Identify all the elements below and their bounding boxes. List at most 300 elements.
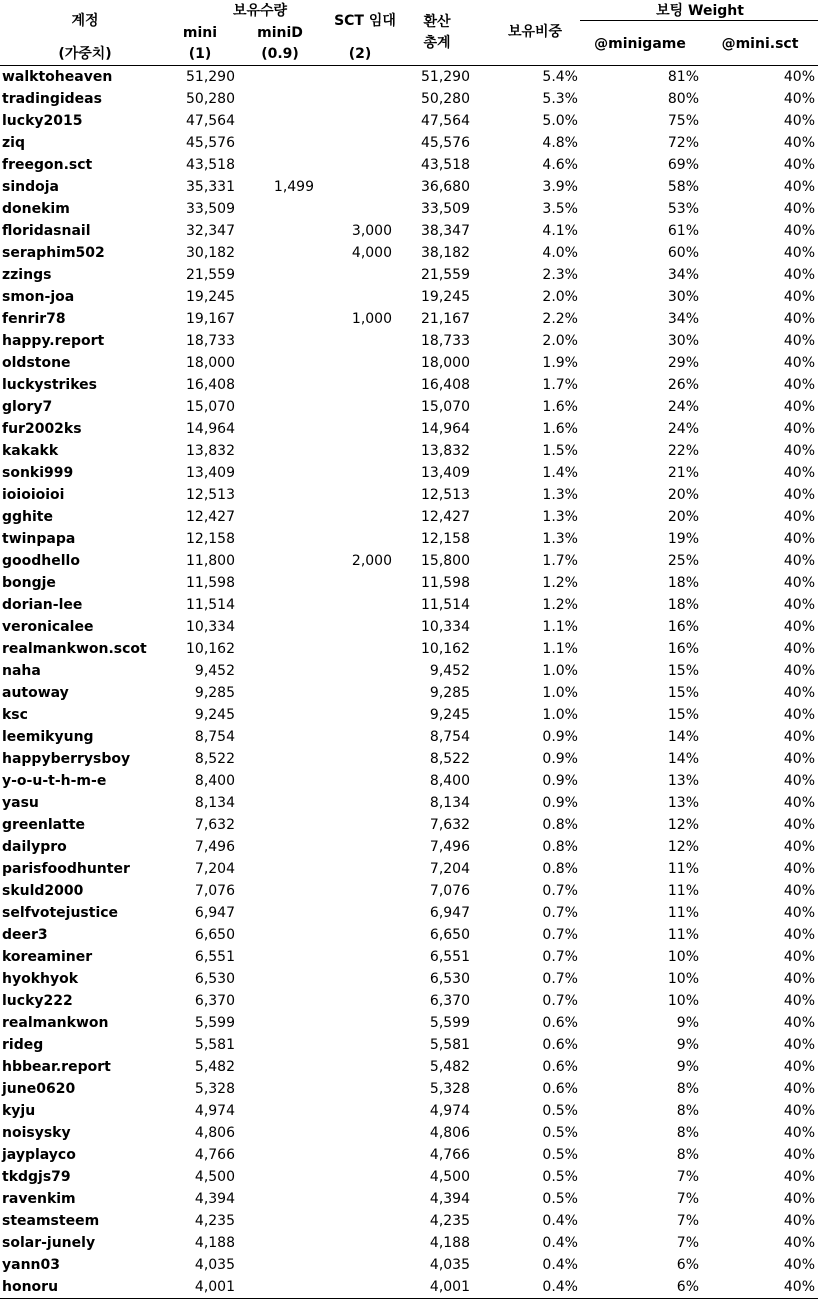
cell-minid [238,726,317,748]
cell-minid [238,1232,317,1254]
cell-account: ziq [2,135,25,151]
cell-sct [317,924,395,946]
cell-minigame: 81% [667,69,699,85]
table-row [0,1100,818,1122]
cell-minigame: 9% [676,1015,699,1031]
cell-sct [317,594,395,616]
cell-converted: 8,400 [429,773,470,789]
cell-account: realmankwon [2,1015,109,1031]
cell-mini: 14,964 [186,421,235,437]
cell-account: tkdgjs79 [2,1169,71,1185]
cell-minigame: 9% [676,1059,699,1075]
cell-minigame: 13% [667,795,699,811]
cell-account: lucky2015 [2,113,83,129]
cell-minigame: 8% [676,1081,699,1097]
table-row [0,198,818,220]
header-sct-rental: SCT 임대 [334,13,396,29]
cell-minid [238,484,317,506]
cell-minigame: 29% [667,355,699,371]
cell-minigame: 6% [581,1276,702,1299]
holdings-table [0,66,818,1299]
cell-converted: 11,598 [421,575,470,591]
cell-share: 0.4% [542,1257,578,1273]
table-row [0,704,818,726]
table-row [0,1056,818,1078]
cell-share: 5.0% [542,113,578,129]
cell-minid [238,110,317,132]
table-row [0,264,818,286]
cell-converted: 19,245 [421,289,470,305]
cell-converted: 5,328 [429,1081,470,1097]
cell-minisct: 40% [783,993,815,1009]
cell-minid [238,88,317,110]
cell-mini: 7,496 [194,839,235,855]
cell-mini: 11,800 [186,553,235,569]
cell-minid [238,814,317,836]
cell-minigame: 7% [676,1169,699,1185]
cell-minid [238,1034,317,1056]
cell-account: floridasnail [2,223,91,239]
cell-mini: 4,035 [194,1257,235,1273]
cell-converted: 45,576 [421,135,470,151]
cell-converted: 38,347 [421,223,470,239]
cell-minisct: 40% [783,465,815,481]
cell-mini: 4,500 [194,1169,235,1185]
cell-minigame: 24% [667,421,699,437]
cell-account: selfvotejustice [2,905,119,921]
cell-account: bongje [2,575,56,591]
cell-minid [238,396,317,418]
table-row [0,330,818,352]
cell-converted: 36,680 [421,179,470,195]
table-row [0,748,818,770]
cell-share: 0.4% [542,1235,578,1251]
cell-minid [238,638,317,660]
cell-converted: 51,290 [421,69,470,85]
cell-mini: 12,513 [186,487,235,503]
cell-converted: 10,162 [421,641,470,657]
cell-minisct: 40% [783,531,815,547]
cell-account: fur2002ks [2,421,82,437]
cell-share: 3.9% [542,179,578,195]
table-row [0,220,818,242]
cell-mini: 6,947 [194,905,235,921]
cell-sct [317,1122,395,1144]
cell-minigame: 11% [667,905,699,921]
cell-minid [238,968,317,990]
cell-sct [317,1254,395,1276]
cell-share: 2.0% [542,333,578,349]
cell-minisct: 40% [783,311,815,327]
cell-mini: 4,766 [194,1147,235,1163]
cell-mini: 35,331 [186,179,235,195]
cell-minid [238,1210,317,1232]
cell-sct [317,462,395,484]
cell-minisct: 40% [783,707,815,723]
cell-minisct: 40% [783,1059,815,1075]
cell-minisct: 40% [783,1125,815,1141]
cell-sct [317,506,395,528]
cell-sct [317,638,395,660]
cell-minigame: 58% [667,179,699,195]
table-row [0,726,818,748]
cell-minisct: 40% [783,443,815,459]
cell-converted: 18,000 [421,355,470,371]
cell-minisct: 40% [783,1169,815,1185]
cell-mini: 47,564 [186,113,235,129]
table-body [0,66,818,1299]
cell-converted: 4,394 [429,1191,470,1207]
cell-account: glory7 [2,399,53,415]
cell-minigame: 11% [667,927,699,943]
cell-share: 0.8% [542,817,578,833]
cell-sct [317,814,395,836]
cell-minid [238,462,317,484]
cell-mini: 12,158 [186,531,235,547]
table-row [0,110,818,132]
cell-mini: 18,000 [186,355,235,371]
cell-sct [317,880,395,902]
cell-minid [238,66,317,88]
cell-account: sindoja [2,179,59,195]
cell-minid [238,748,317,770]
cell-converted: 6,370 [429,993,470,1009]
cell-account: ioioioioi [2,487,65,503]
cell-mini: 45,576 [186,135,235,151]
cell-share: 1.9% [542,355,578,371]
cell-converted: 16,408 [421,377,470,393]
cell-minigame: 10% [667,993,699,1009]
table-row [0,990,818,1012]
cell-mini: 4,188 [194,1235,235,1251]
cell-account: zzings [2,267,52,283]
cell-minigame: 11% [667,861,699,877]
cell-minid [238,242,317,264]
table-row [0,396,818,418]
cell-sct [317,484,395,506]
cell-mini: 21,559 [186,267,235,283]
cell-converted: 33,509 [421,201,470,217]
table-row [0,1078,818,1100]
cell-sct [317,1144,395,1166]
cell-minid [238,1122,317,1144]
cell-share: 1.7% [542,553,578,569]
cell-minid [238,880,317,902]
cell-account: greenlatte [2,817,86,833]
table-row [0,946,818,968]
cell-minigame: 30% [667,333,699,349]
cell-mini: 11,598 [186,575,235,591]
cell-converted: 47,564 [421,113,470,129]
cell-share: 1.4% [542,465,578,481]
cell-minisct: 40% [783,905,815,921]
cell-minisct: 40% [783,1257,815,1273]
table-row [0,1012,818,1034]
cell-minid [238,286,317,308]
cell-mini: 4,001 [175,1276,238,1299]
cell-minigame: 20% [667,509,699,525]
cell-share: 0.8% [542,839,578,855]
cell-share: 0.7% [542,883,578,899]
cell-share: 0.5% [542,1125,578,1141]
cell-mini: 30,182 [186,245,235,261]
cell-converted: 6,947 [429,905,470,921]
cell-minisct: 40% [783,839,815,855]
cell-account: leemikyung [2,729,94,745]
cell-share: 1.2% [542,597,578,613]
cell-sct [317,110,395,132]
cell-sct [317,616,395,638]
cell-minisct: 40% [783,971,815,987]
cell-sct [317,396,395,418]
header-share: 보유비중 [507,24,563,40]
cell-mini: 9,245 [194,707,235,723]
cell-mini: 7,632 [194,817,235,833]
table-row [0,66,818,88]
cell-sct [317,1232,395,1254]
cell-minisct: 40% [783,641,815,657]
table-row [0,770,818,792]
cell-account: noisysky [2,1125,71,1141]
cell-minid [238,550,317,572]
cell-minigame: 7% [676,1235,699,1251]
cell-minid [238,770,317,792]
cell-mini: 16,408 [186,377,235,393]
header-voting-weight: 보팅 Weight [656,3,744,19]
cell-account: yann03 [2,1257,60,1273]
cell-minisct: 40% [783,1081,815,1097]
table-row [0,506,818,528]
cell-account: sonki999 [2,465,74,481]
cell-minigame: 11% [667,883,699,899]
cell-minigame: 10% [667,971,699,987]
cell-minid [238,660,317,682]
cell-minisct: 40% [783,91,815,107]
cell-account: goodhello [2,553,80,569]
cell-minigame: 26% [667,377,699,393]
cell-minisct: 40% [783,69,815,85]
cell-minid [238,132,317,154]
table-row [0,1232,818,1254]
cell-share: 4.6% [542,157,578,173]
table-row [0,924,818,946]
cell-converted: 9,285 [429,685,470,701]
cell-share: 0.5% [542,1147,578,1163]
cell-minigame: 12% [667,817,699,833]
cell-minid [238,902,317,924]
cell-mini: 5,581 [194,1037,235,1053]
cell-minid [238,990,317,1012]
cell-mini: 18,733 [186,333,235,349]
cell-share: 1.6% [542,421,578,437]
cell-sct: 4,000 [351,245,392,261]
cell-minisct: 40% [783,333,815,349]
table-row [0,616,818,638]
cell-share: 0.7% [542,927,578,943]
cell-mini: 9,285 [194,685,235,701]
cell-minisct: 40% [783,289,815,305]
cell-minid [238,154,317,176]
cell-minisct: 40% [783,1213,815,1229]
cell-mini: 6,530 [194,971,235,987]
cell-account: parisfoodhunter [2,861,130,877]
cell-mini: 8,754 [194,729,235,745]
cell-minid [238,506,317,528]
cell-minid [238,1012,317,1034]
cell-minisct: 40% [702,1276,818,1299]
cell-share: 1.3% [542,509,578,525]
cell-minid [238,1144,317,1166]
cell-minigame: 19% [667,531,699,547]
table-row [0,682,818,704]
cell-minid [238,836,317,858]
cell-minisct: 40% [783,267,815,283]
cell-converted: 5,599 [429,1015,470,1031]
cell-account: autoway [2,685,69,701]
header-voting-underline [580,20,818,21]
cell-sct [317,858,395,880]
cell-minisct: 40% [783,619,815,635]
header-mini: mini [182,25,218,41]
cell-share: 0.6% [542,1015,578,1031]
cell-minisct: 40% [783,553,815,569]
cell-mini: 5,599 [194,1015,235,1031]
cell-minisct: 40% [783,487,815,503]
cell-sct [317,132,395,154]
cell-minisct: 40% [783,685,815,701]
cell-account: freegon.sct [2,157,93,173]
cell-minid [238,352,317,374]
cell-share: 0.9% [542,773,578,789]
cell-mini: 32,347 [186,223,235,239]
cell-mini: 43,518 [186,157,235,173]
cell-converted: 8,522 [429,751,470,767]
cell-converted: 4,035 [429,1257,470,1273]
cell-converted: 8,754 [429,729,470,745]
cell-minid [238,1276,317,1299]
cell-mini: 11,514 [186,597,235,613]
cell-converted: 12,427 [421,509,470,525]
cell-sct [317,88,395,110]
cell-account: solar-junely [2,1235,96,1251]
cell-minisct: 40% [783,773,815,789]
table-row [0,154,818,176]
cell-share: 2.0% [542,289,578,305]
cell-mini: 8,400 [194,773,235,789]
cell-minisct: 40% [783,597,815,613]
cell-minisct: 40% [783,817,815,833]
cell-account: happyberrysboy [2,751,131,767]
cell-minid [238,1100,317,1122]
cell-minid [238,924,317,946]
cell-share: 0.5% [542,1191,578,1207]
cell-minid [238,528,317,550]
cell-minisct: 40% [783,1037,815,1053]
cell-account: deer3 [2,927,48,943]
header-account: 계정 [71,13,99,29]
cell-minisct: 40% [783,1015,815,1031]
cell-share: 0.7% [542,993,578,1009]
table-row [0,528,818,550]
cell-share: 5.3% [542,91,578,107]
cell-minigame: 14% [667,729,699,745]
cell-minigame: 60% [667,245,699,261]
cell-account: veronicalee [2,619,94,635]
cell-converted: 43,518 [421,157,470,173]
cell-converted: 5,581 [429,1037,470,1053]
cell-sct [317,198,395,220]
table-row [0,242,818,264]
cell-share: 0.7% [542,949,578,965]
cell-account: jayplayco [2,1147,76,1163]
cell-account: koreaminer [2,949,93,965]
cell-share: 0.9% [542,729,578,745]
cell-share: 0.4% [542,1213,578,1229]
cell-share: 1.1% [542,619,578,635]
table-row [0,572,818,594]
cell-account: luckystrikes [2,377,97,393]
cell-minigame: 53% [667,201,699,217]
cell-sct [317,1100,395,1122]
cell-mini: 9,452 [194,663,235,679]
cell-minigame: 75% [667,113,699,129]
cell-sct [317,330,395,352]
cell-converted: 4,500 [429,1169,470,1185]
header-mini-weight: (1) [188,46,212,62]
cell-converted: 6,551 [429,949,470,965]
cell-share: 0.9% [542,795,578,811]
cell-account: rideg [2,1037,44,1053]
table-row [0,660,818,682]
cell-minid [238,1254,317,1276]
cell-minigame: 15% [667,685,699,701]
cell-share: 1.2% [542,575,578,591]
cell-minigame: 34% [667,267,699,283]
cell-share: 1.0% [542,685,578,701]
cell-minisct: 40% [783,179,815,195]
cell-share: 4.8% [542,135,578,151]
cell-minigame: 20% [667,487,699,503]
cell-mini: 5,328 [194,1081,235,1097]
table-row [0,1034,818,1056]
cell-account: dailypro [2,839,67,855]
cell-share: 2.2% [542,311,578,327]
cell-mini: 8,522 [194,751,235,767]
cell-account: realmankwon.scot [2,641,147,657]
cell-converted: 6,650 [429,927,470,943]
cell-mini: 15,070 [186,399,235,415]
cell-share: 0.6% [542,1059,578,1075]
cell-sct [317,1078,395,1100]
cell-minid [238,440,317,462]
cell-minisct: 40% [783,157,815,173]
table-row [0,594,818,616]
header-sct-weight: (2) [348,46,372,62]
table-row [0,462,818,484]
table-row [0,1276,818,1299]
cell-minigame: 14% [667,751,699,767]
cell-minisct: 40% [783,1191,815,1207]
cell-minigame: 25% [667,553,699,569]
cell-mini: 10,334 [186,619,235,635]
cell-share: 2.3% [542,267,578,283]
table-row [0,176,818,198]
table-row [0,792,818,814]
cell-converted: 4,766 [429,1147,470,1163]
cell-share: 0.7% [542,905,578,921]
cell-share: 3.5% [542,201,578,217]
cell-mini: 10,162 [186,641,235,657]
